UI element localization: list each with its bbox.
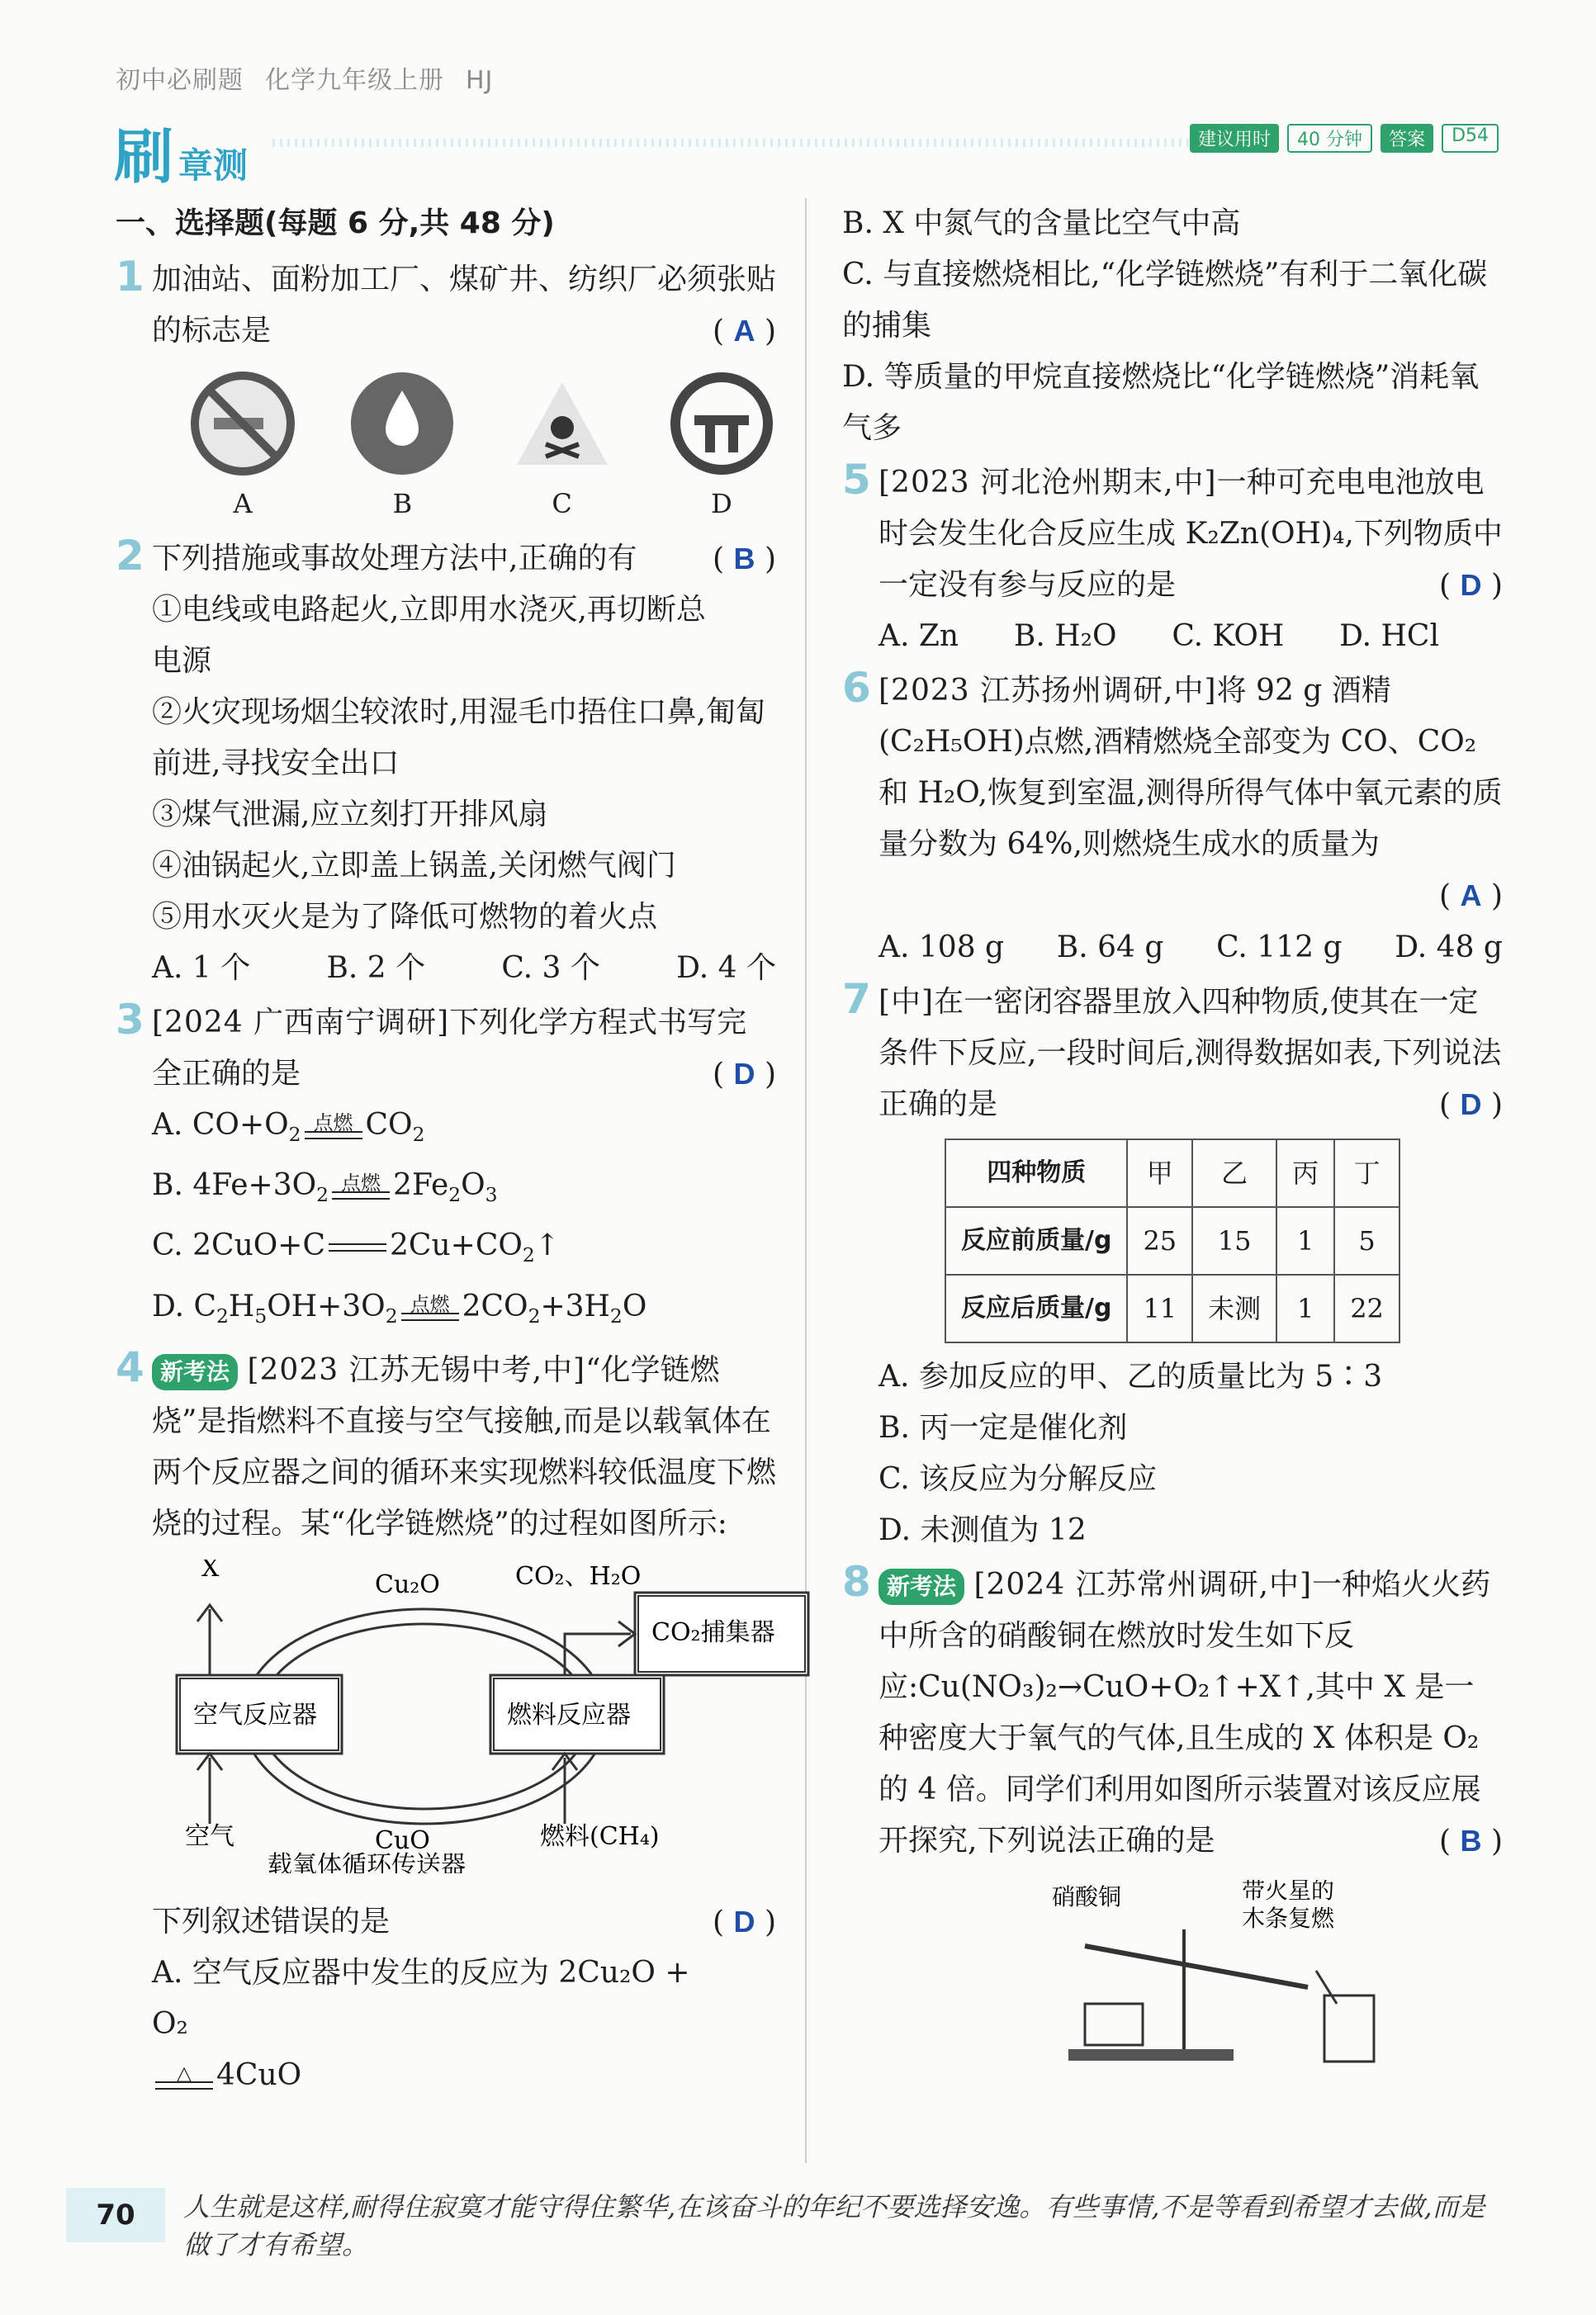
question-6: 6 [2023 江苏扬州调研,中]将 92 g 酒精(C₂H₅OH)点燃,酒精燃烧全部变为 CO、CO₂ 和 H₂O,恢复到室温,测得所得气体中氧元素的质量分数为 64%,则燃烧生成水的质量为 ( A ) A. 108 g B. 64 g C. 112 g D. 48 g: [842, 665, 1503, 973]
sign-options: [185, 370, 779, 530]
new-method-badge: 新考法: [152, 1354, 238, 1390]
statement: ③煤气泄漏,应立刻打开排风扇: [152, 798, 548, 831]
answer: B: [1460, 1824, 1482, 1858]
left-column: [116, 198, 776, 2101]
air-reactor-label: 空气反应器: [193, 1700, 317, 1730]
x-label: X: [201, 1559, 220, 1583]
statement: ①电线或电路起火,立即用水浇灭,再切断总电源: [152, 593, 706, 678]
question-5: 5 [2023 河北沧州期末,中]一种可充电电池放电时会发生化合反应生成 K₂Zn(OH)₄,下列物质中一定没有参与反应的是 ( D ) A. Zn B. H₂O C. KOH D. HCl: [842, 457, 1503, 662]
footer-motto: 人生就是这样,耐得住寂寞才能守得住繁华,在该奋斗的年纪不要选择安逸。有些事情,不是等看到希望才去做,而是做了才有希望。: [183, 2191, 1485, 2261]
conveyor-label: 载氧体循环传送器: [268, 1850, 466, 1873]
answer: D: [733, 1057, 755, 1091]
apparatus-figure: [1052, 1880, 1503, 2086]
air-label: 空气: [185, 1821, 234, 1851]
chemical-looping-diagram: [168, 1560, 776, 1890]
options: A. 108 g B. 64 g C. 112 g D. 48 g: [879, 930, 1503, 964]
answer: D: [733, 1904, 755, 1939]
answer: B: [733, 542, 755, 575]
option-c: C. 2CuO+C $2Cu+CO_2↑$: [152, 1229, 560, 1267]
svg-text:带火星的: 带火星的: [1242, 1880, 1335, 1904]
fuel-reactor-label: 燃料反应器: [507, 1700, 631, 1730]
option-b: B. $4Fe+3O_2$ 点燃 $2Fe_2O_3$: [152, 1168, 498, 1207]
energy-save-icon: D: [664, 370, 779, 530]
statement: ⑤用水灭火是为了降低可燃物的着火点: [152, 900, 658, 934]
no-smoking-icon: A: [185, 370, 301, 530]
answer: A: [733, 314, 755, 348]
answer: D: [1460, 1087, 1482, 1121]
page-number: 70: [66, 2188, 165, 2242]
toxic-icon: C: [504, 370, 620, 530]
question-2: 2 下列措施或事故处理方法中,正确的有 ( B ) ①电线或电路起火,立即用水浇灭,再切断总电源 ②火灾现场烟尘较浓时,用湿毛巾捂住口鼻,匍匐前进,寻找安全出口 ③煤气泄漏,应立刻打开排风扇 ④油锅起火,立即盖上锅盖,关闭燃气阀门 ⑤用水灭火是为了降低可燃物的着火点 A. 1 个 B. 2 个 C. 3 个 D. 4 个: [116, 533, 776, 994]
brand-logo: 刷章测: [114, 122, 249, 192]
cuo-label: CuO: [375, 1825, 430, 1855]
products-label: CO₂、H₂O: [515, 1561, 642, 1591]
header-tags: 建议用时 40 分钟 答案 D54: [1190, 124, 1499, 153]
options: A. 1 个 B. 2 个 C. 3 个 D. 4 个: [152, 951, 776, 985]
cu2o-label: Cu₂O: [375, 1569, 440, 1599]
option-a: A. 空气反应器中发生的反应为 2Cu₂O + O₂: [152, 1955, 690, 2041]
option-a-tail: △ 4CuO: [152, 2050, 776, 2101]
section-title: 一、选择题(每题 6 分,共 48 分): [116, 206, 555, 240]
svg-text:木条复燃: 木条复燃: [1242, 1905, 1335, 1932]
svg-text:硝酸铜: 硝酸铜: [1052, 1883, 1122, 1910]
right-column: [842, 198, 1503, 2086]
question-3: 3 [2024 广西南宁调研]下列化学方程式书写完全正确的是 ( D ) A. $CO+O_2$ 点燃 $CO_2$ B. $4Fe+3O_2$ 点燃 $2Fe_2O_3$ C. 2CuO+C $2Cu+CO_2↑$ D. $C_2H_5OH+3O_2$ 点燃 $2CO_2+3H_2O$: [116, 997, 776, 1342]
q4-option-c: C. 与直接燃烧相比,“化学链燃烧”有利于二氧化碳的捕集: [842, 258, 1488, 343]
mass-table: 四种物质 甲 乙 丙 丁 反应前质量/g 25 15 1 5 反应后质量/g 11 未测 1 22: [945, 1139, 1400, 1343]
question-1: 1 加油站、面粉加工厂、煤矿井、纺织厂必须张贴的标志是 ( A ) A B C D: [116, 254, 776, 530]
question-8: 8 新考法 [2024 江苏常州调研,中]一种焰火火药中所含的硝酸铜在燃放时发生如下反应:Cu(NO₃)₂→CuO+O₂↑+X↑,其中 X 是一种密度大于氧气的气体,且生成的 X 体积是 O₂ 的 4 倍。同学们利用如图所示装置对该反应展开探究,下列说法正确的是 ( B ) 硝酸铜 带火星的 木条复燃: [842, 1560, 1503, 2086]
statement: ②火灾现场烟尘较浓时,用湿毛巾捂住口鼻,匍匐前进,寻找安全出口: [152, 695, 765, 780]
header-rule: [272, 139, 1197, 147]
new-method-badge: 新考法: [879, 1569, 964, 1605]
option-d: D. $C_2H_5OH+3O_2$ 点燃 $2CO_2+3H_2O$: [152, 1289, 647, 1328]
q4-option-d: D. 等质量的甲烷直接燃烧比“化学链燃烧”消耗氧气多: [842, 360, 1480, 445]
header-series: 初中必刷题 化学九年级上册 HJ: [116, 66, 494, 95]
option-a: A. $CO+O_2$ 点燃 $CO_2$: [152, 1108, 425, 1147]
water-save-icon: B: [344, 370, 460, 530]
capture-label: CO₂捕集器: [651, 1617, 775, 1647]
q4-option-b: B. X 中氮气的含量比空气中高: [842, 206, 1241, 240]
answer: A: [1460, 878, 1482, 912]
fuel-label: 燃料(CH₄): [540, 1821, 660, 1851]
answer: D: [1460, 568, 1482, 602]
question-4: 4 新考法 [2023 江苏无锡中考,中]“化学链燃烧”是指燃料不直接与空气接触,而是以载氧体在两个反应器之间的循环来实现燃料较低温度下燃烧的过程。某“化学链燃烧”的过程如图所示: 空气反应器 燃料反应器 CO₂捕集器 CO₂、H₂O Cu₂O CuO X 空气 燃料(CH₄) 载氧体循环传送器 下列叙述错误的是 ( D ) A. 空气反应器中发生的反应为 2Cu₂O + O₂ △ 4CuO: [116, 1345, 776, 2101]
question-7: 7 [中]在一密闭容器里放入四种物质,使其在一定条件下反应,一段时间后,测得数据如表,下列说法正确的是 ( D ) 四种物质 甲 乙 丙 丁 反应前质量/g 25 15 1 5 反应后质量/g 11 未测 1 22 A. 参加反应的甲、乙的质量比为 5∶3 B. 丙一定是催化剂 C. 该反应为分解反应 D. 未测值为 12: [842, 975, 1503, 1547]
statement: ④油锅起火,立即盖上锅盖,关闭燃气阀门: [152, 849, 676, 883]
options: A. Zn B. H₂O C. KOH D. HCl: [879, 619, 1439, 653]
